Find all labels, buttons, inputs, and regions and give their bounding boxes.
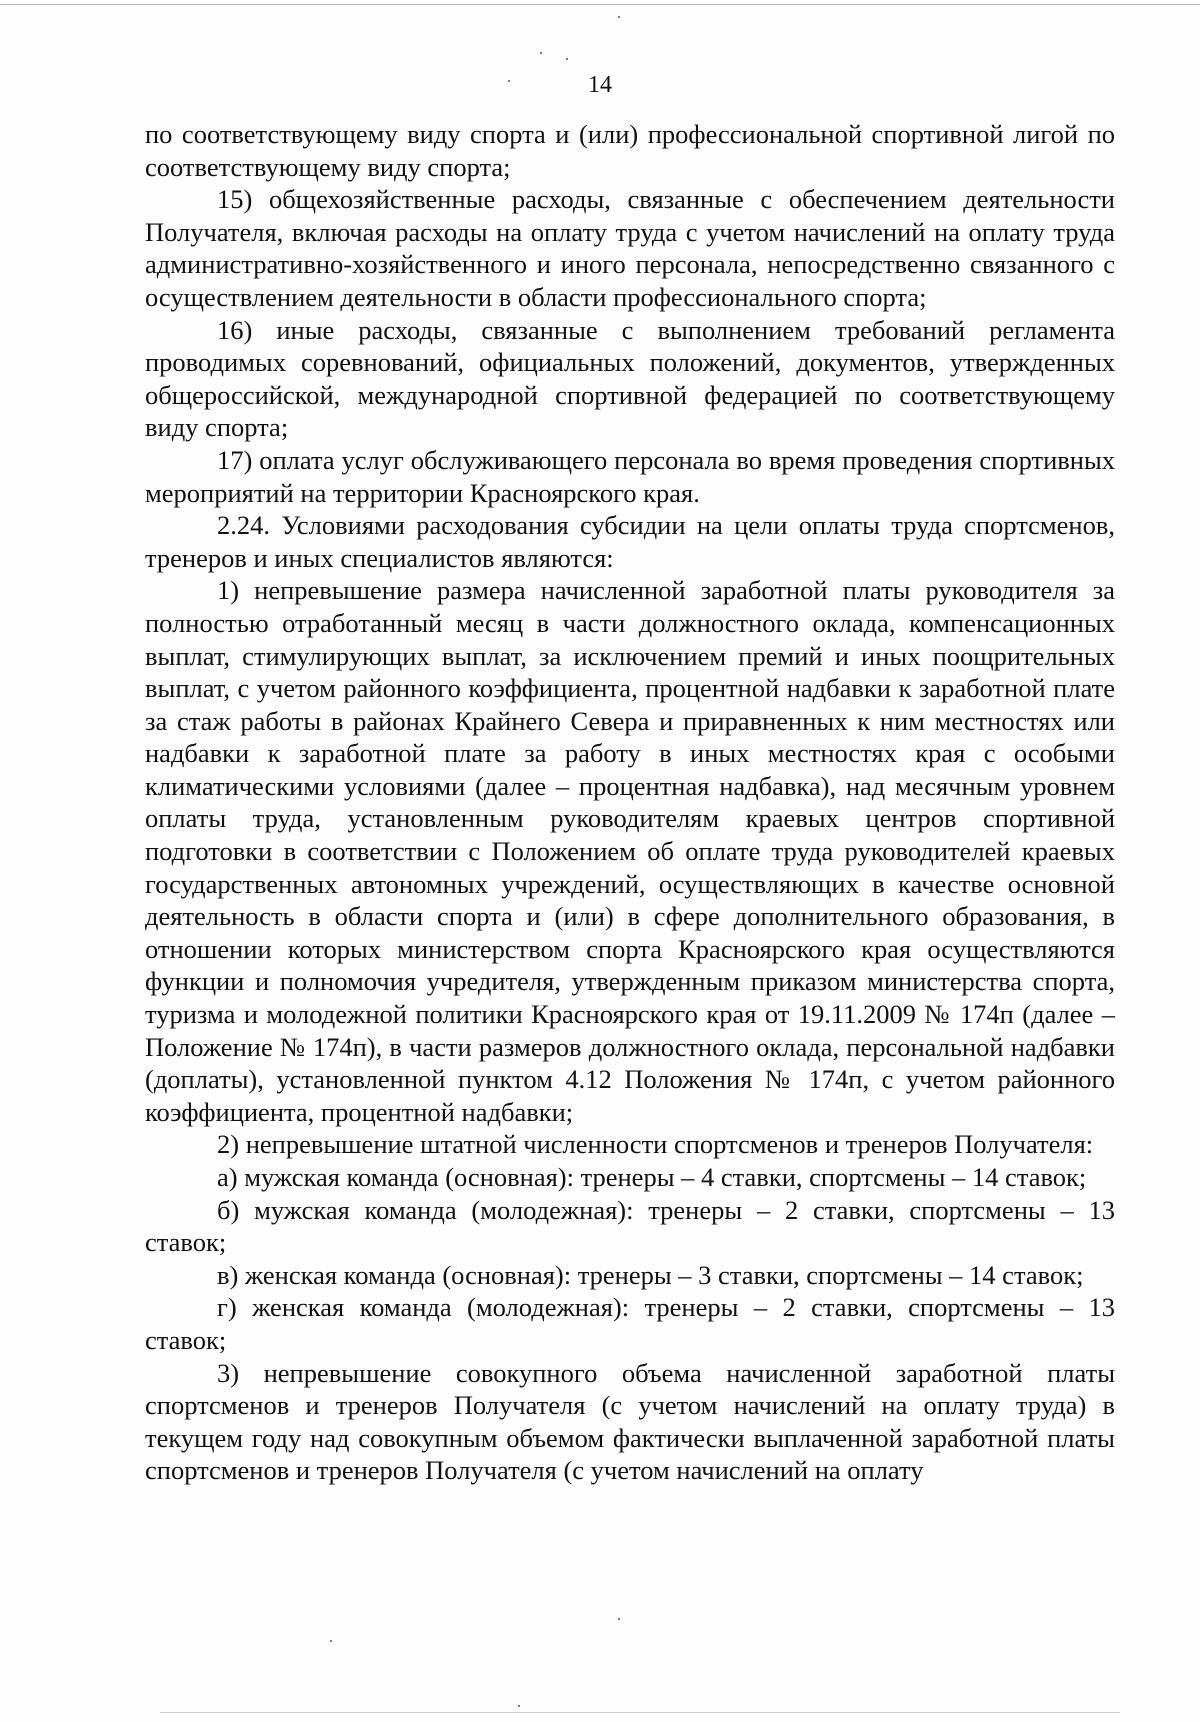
scan-speck — [518, 1705, 520, 1707]
paragraph-item-17: 17) оплата услуг обслуживающего персонала во время проведения спортивных мероприятий на территории Красноярского края. — [145, 444, 1115, 508]
scan-speck — [618, 16, 620, 18]
paragraph-subitem-v: в) женская команда (основная): тренеры – 3 ставки, спортсмены – 14 ставок; — [217, 1259, 1084, 1290]
scan-top-edge — [0, 4, 1200, 5]
document-body — [145, 118, 1115, 1487]
paragraph-condition-3: 3) непревышение совокупного объема начисленной заработной платы спортсменов и тренеров Получателя (с учетом начислений на оплату труда) в текущем году над совокупным объемом фактически выплаченной заработной платы спортсменов и тренеров Получателя (с учетом начислений на оплату — [145, 1357, 1115, 1486]
paragraph-continuation: по соответствующему виду спорта и (или) профессиональной спортивной лигой по соответствующему виду спорта; — [145, 119, 1115, 182]
paragraph-clause-2-24: 2.24. Условиями расходования субсидии на цели оплаты труда спортсменов, тренеров и иных специалистов являются: — [145, 510, 1115, 573]
scan-speck — [566, 58, 568, 60]
paragraph-item-16: 16) иные расходы, связанные с выполнением требований регламента проводимых соревнований, официальных положений, документов, утвержденных общероссийской, международной спортивной федерацией по соответствующему виду спорта; — [145, 314, 1115, 443]
scan-speck — [540, 52, 542, 54]
paragraph-subitem-g: г) женская команда (молодежная): тренеры – 2 ставки, спортсмены – 13 ставок; — [145, 1292, 1115, 1355]
scan-speck — [618, 1618, 620, 1620]
paragraph-condition-1: 1) непревышение размера начисленной заработной платы руководителя за полностью отработанный месяц в части должностного оклада, компенсационных выплат, стимулирующих выплат, за исключением премий и иных поощрительных выплат, с учетом районного коэффициента, процентной надбавки к заработной плате за стаж работы в районах Крайнего Севера и приравненных к ним местностях или надбавки к заработной плате за работу в иных местностях края с особыми климатическими условиями (далее – процентная надбавка), над месячным уровнем оплаты труда, установленным руководителям краевых центров спортивной подготовки в соответствии с Положением об оплате труда руководителей краевых государственных автономных учреждений, осуществляющих в качестве основной деятельность в области спорта и (или) в сфере дополнительного образования, в отношении которых министерством спорта Красноярского края осуществляются функции и полномочия учредителя, утвержденным приказом министерства спорта, туризма и молодежной политики Красноярского края от 19.11.2009 № 174п (далее – Положение № 174п), в части размеров должностного оклада, персональной надбавки (доплаты), установленной пунктом 4.12 Положения № 174п, с учетом районного коэффициента, процентной надбавки; — [145, 575, 1115, 1127]
page-number: 14 — [588, 72, 612, 98]
paragraph-item-15: 15) общехозяйственные расходы, связанные с обеспечением деятельности Получателя, включая расходы на оплату труда с учетом начислений на оплату труда административно-хозяйственного и иного персонала, непосредственно связанного с осуществлением деятельности в области профессионального спорта; — [145, 184, 1115, 312]
paragraph-subitem-b: б) мужская команда (молодежная): тренеры – 2 ставки, спортсмены – 13 ставок; — [145, 1194, 1115, 1258]
scan-bottom-edge — [160, 1712, 1120, 1713]
scan-speck — [330, 1640, 332, 1642]
paragraph-condition-2: 2) непревышение штатной численности спортсменов и тренеров Получателя: — [217, 1129, 1094, 1160]
scan-speck — [508, 80, 510, 82]
paragraph-subitem-a: а) мужская команда (основная): тренеры – 4 ставки, спортсмены – 14 ставок; — [217, 1162, 1087, 1192]
